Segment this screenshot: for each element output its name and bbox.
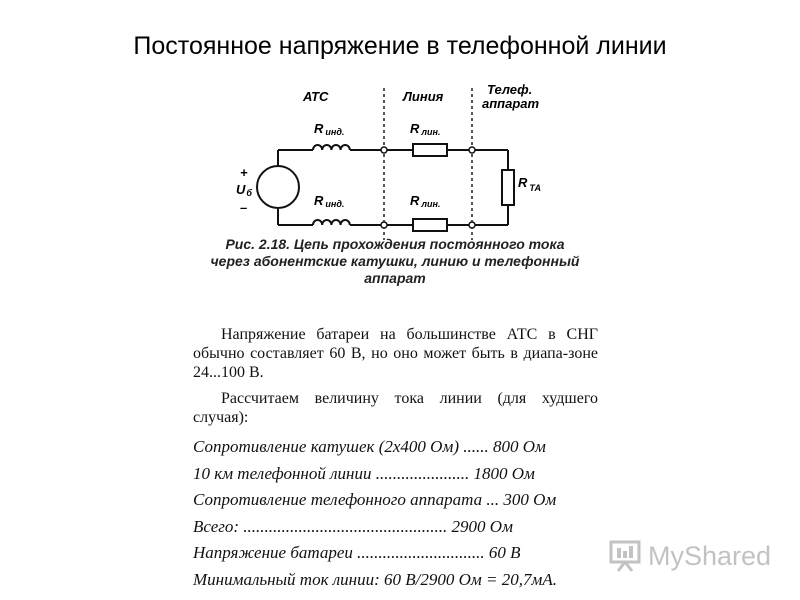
- watermark: [608, 536, 771, 576]
- calc-row: Напряжение батареи .............................. 60 В: [193, 543, 521, 562]
- label-minus: –: [240, 200, 248, 215]
- terminal: [381, 222, 387, 228]
- label-r-ind-bottom: R инд.: [314, 193, 345, 209]
- paragraph-calculation-intro: Рассчитаем величину тока линии (для худшего случая):: [193, 390, 598, 426]
- terminal: [381, 147, 387, 153]
- header-line: Линия: [403, 89, 444, 104]
- figure-caption: [195, 236, 595, 287]
- terminal: [469, 147, 475, 153]
- label-r-line-top: R лин.: [410, 121, 441, 137]
- calc-row: Минимальный ток линии: 60 В/2900 Ом = 20,7мА.: [193, 569, 557, 589]
- calc-row: 10 км телефонной линии ...................... 1800 Ом: [193, 463, 535, 483]
- header-phone-2: аппарат: [482, 96, 540, 111]
- calculation-list: [193, 434, 603, 593]
- header-ats: АТС: [303, 89, 329, 104]
- label-plus: +: [240, 165, 248, 180]
- label-r-ind-top: R инд.: [314, 121, 345, 137]
- battery-source: [257, 166, 299, 208]
- label-u: Uб: [236, 182, 252, 198]
- resistor-line-bottom: [413, 219, 447, 231]
- calc-row: Сопротивление телефонного аппарата ... 300 Ом: [193, 490, 557, 509]
- calc-row: Сопротивление катушек (2х400 Ом) ...... 800 Ом: [193, 437, 546, 456]
- resistor-phone: [502, 170, 514, 205]
- header-phone-1: Телеф.: [487, 82, 533, 97]
- label-r-line-bottom: R лин.: [410, 193, 441, 209]
- inductor-top: [313, 145, 350, 150]
- resistor-line-top: [413, 144, 447, 156]
- terminal: [469, 222, 475, 228]
- paragraph-battery-voltage: Напряжение батареи на большинстве АТС в СНГ обычно составляет 60 В, но оно может быть в диапа-зоне 24...100 В.: [193, 326, 598, 381]
- calc-row: Всего: ................................................ 2900 Ом: [193, 516, 513, 536]
- presentation-board-icon: [608, 539, 642, 573]
- inductor-bottom: [313, 220, 350, 225]
- label-r-ta: R $_{ТА}$: [518, 175, 542, 193]
- caption-line: Рис. 2.18. Цепь прохождения постоянного тока: [225, 236, 565, 252]
- caption-line: аппарат: [364, 270, 426, 286]
- caption-line: через абонентские катушки, линию и телефонный: [210, 253, 580, 269]
- slide-title: Постоянное напряжение в телефонной линии: [133, 32, 667, 60]
- watermark-text: MyShared: [648, 540, 772, 571]
